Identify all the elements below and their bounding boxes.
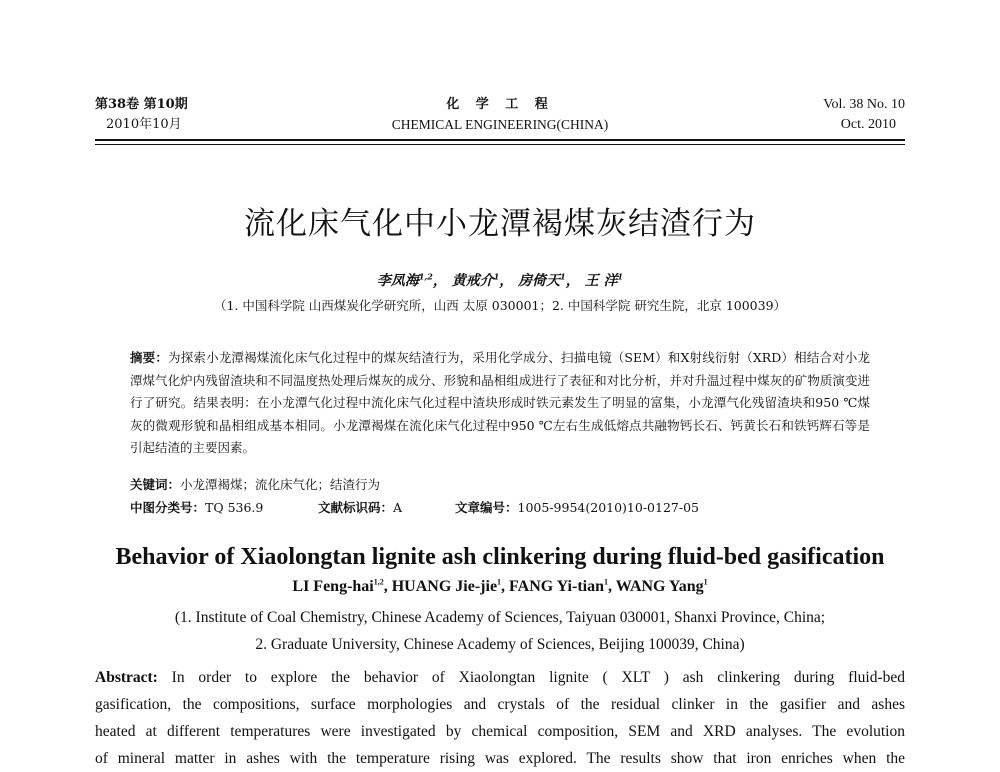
abstract-label: 摘要：: [130, 350, 169, 365]
journal-date-cn: 2010年10月: [106, 117, 182, 132]
author-name: 房倚天: [518, 273, 561, 289]
clc-label: 中图分类号：: [130, 500, 206, 515]
header-rule-thick: [95, 139, 905, 141]
clc-value: TQ 536.9: [205, 500, 264, 515]
english-affiliation-line2: 2. Graduate University, Chinese Academy of Sciences, Beijing 100039, China): [255, 636, 745, 653]
author-name: LI Feng-hai: [292, 578, 374, 595]
author-name: 王 洋: [584, 273, 618, 289]
english-title: Behavior of Xiaolongtan lignite ash clinkering during fluid-bed gasification: [115, 544, 885, 570]
journal-volume-cn: 第38卷 第10期: [95, 97, 188, 112]
abstract-text: In order to explore the behavior of Xiaolongtan lignite ( XLT ) ash clinkering during fluid-bed: [171, 669, 905, 686]
article-number: [455, 498, 699, 516]
author-affiliation-mark: 1,2: [373, 577, 384, 587]
chinese-affiliation: （1. 中国科学院 山西煤炭化学研究所，山西 太原 030001；2. 中国科学院 研究生院，北京 100039）: [213, 298, 787, 313]
english-affiliation-line1: (1. Institute of Coal Chemistry, Chinese Academy of Sciences, Taiyuan 030001, Shanxi Province, China;: [174, 609, 826, 626]
english-abstract: [95, 664, 905, 772]
author-name: HUANG Jie-jie: [391, 578, 498, 595]
abstract-label: Abstract:: [95, 669, 158, 686]
author-name: 李凤海: [376, 273, 419, 289]
abstract-line: heated at different temperatures were investigated by chemical composition, SEM and XRD analyses. The evolution: [95, 723, 905, 740]
journal-volume-en: Vol. 38 No. 10: [823, 97, 905, 112]
author-affiliation-mark: 1: [703, 577, 708, 587]
author-affiliation-mark: 1: [617, 271, 624, 282]
keywords-text: 小龙潭褐煤；流化床气化；结渣行为: [180, 477, 381, 492]
doc-code-value: A: [393, 500, 403, 515]
chinese-keywords: [130, 475, 380, 493]
journal-name-cn: 化 学 工 程: [446, 97, 554, 112]
chinese-abstract: [130, 347, 870, 460]
article-no-label: 文章编号：: [455, 500, 518, 515]
author-name: WANG Yang: [615, 578, 704, 595]
chinese-authors: 李凤海$^{1,2}$， 黄戒介$^1$， 房倚天$^1$， 王 洋$^1$: [376, 271, 624, 289]
journal-name-en: CHEMICAL ENGINEERING(CHINA): [391, 117, 609, 132]
author-affiliation-mark: 1: [497, 577, 502, 587]
author-affiliation-mark: 1: [560, 271, 566, 282]
document-code: [318, 498, 402, 516]
article-no-value: 1005-9954(2010)10-0127-05: [517, 500, 699, 515]
abstract-line: of mineral matter in ashes with the temperature rising was explored. The results show that iron enriches when the: [95, 750, 905, 767]
author-affiliation-mark: 1: [604, 577, 608, 587]
author-affiliation-mark: 1,2: [418, 271, 433, 282]
chinese-title: 流化床气化中小龙潭褐煤灰结渣行为: [244, 206, 756, 242]
author-affiliation-mark: 1: [493, 271, 500, 282]
english-authors: LI Feng-hai$^{1,2}$, HUANG Jie-jie$^1$, FANG Yi-tian$^1$, WANG Yang$^1$: [292, 577, 708, 595]
doc-code-label: 文献标识码：: [318, 500, 394, 515]
header-rule-thin: [95, 144, 905, 145]
abstract-text: 为探索小龙潭褐煤流化床气化过程中的煤灰结渣行为，采用化学成分、扫描电镜（SEM）和X射线衍射（XRD）相结合对小龙潭煤气化炉内残留渣块和不同温度热处理后煤灰的成分、形貌和晶相组成进行了表征和对比分析，并对升温过程中煤灰的矿物质演变进行了研究。结果表明：在小龙潭气化过程中流化床气化过程中渣块形成时铁元素发生了明显的富集，小龙潭气化残留渣块和950 ℃煤灰的微观形貌和晶相组成基本相同。小龙潭褐煤在流化床气化过程中950 ℃左右生成低熔点共融物钙长石、钙黄长石和铁钙辉石等是引起结渣的主要因素。: [130, 350, 870, 455]
journal-date-en: Oct. 2010: [840, 117, 896, 132]
classification-line: [130, 498, 263, 516]
abstract-line: [95, 664, 905, 691]
author-name: 黄戒介: [451, 273, 494, 289]
keywords-label: 关键词：: [130, 477, 181, 492]
author-name: FANG Yi-tian: [509, 578, 604, 595]
abstract-line: gasification, the compositions, surface morphologies and crystals of the residual clinker in the gasifier and ashes: [95, 696, 905, 713]
